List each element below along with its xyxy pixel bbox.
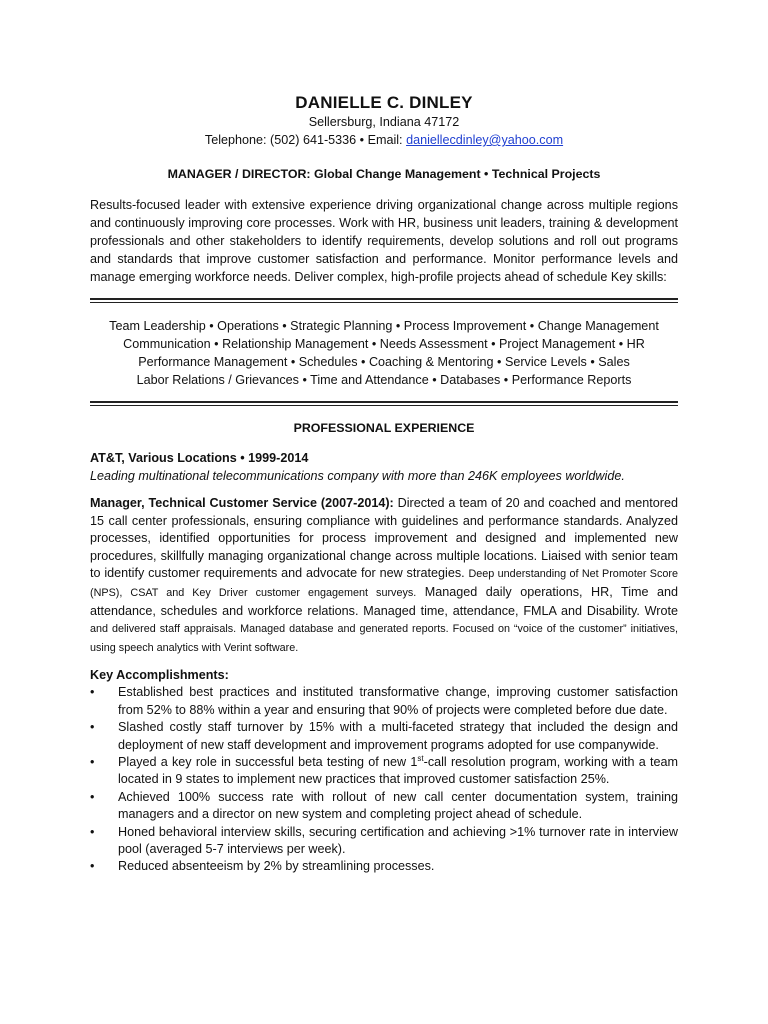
list-item	[90, 684, 678, 719]
list-item-text: -call resolution program, working with a team located in 9 states to implement new practices that improved customer satisfaction 25%.	[118, 754, 678, 787]
company-heading: AT&T, Various Locations • 1999-2014	[90, 451, 309, 465]
skills-block	[90, 317, 678, 389]
bullet-icon: •	[90, 789, 95, 804]
section-title-experience: PROFESSIONAL EXPERIENCE	[293, 421, 475, 435]
role-text: Directed a team of 20 and coached and mentored 15 call center professionals, ensuring compliance with guidelines and performance standards. Analyzed processes, identified opportunities for process improvement and designed and implemented new procedures, skillfully managing organizational change across multiple locations. Liaised with senior team to identify customer requirements and advocate for new strategies.	[90, 496, 678, 581]
superscript: st	[417, 753, 424, 763]
list-item-text: Played a key role in successful beta testing of new 1	[118, 754, 418, 769]
bullet-icon: •	[90, 685, 95, 700]
skills-line: Communication • Relationship Management • Needs Assessment • Project Management • HR	[123, 337, 645, 351]
list-item-text: Reduced absenteeism by 2% by streamlining processes.	[118, 859, 435, 874]
role-title: Manager, Technical Customer Service (2007-2014):	[90, 496, 394, 510]
list-item-text: Achieved 100% success rate with rollout of new call center documentation system, training managers and a director on new system and completing project ahead of schedule.	[118, 789, 678, 822]
list-item-text: Honed behavioral interview skills, securing certification and achieving >1% turnover rate in interview pool (averaged 5-7 interviews per week).	[118, 824, 678, 856]
summary: Results-focused leader with extensive experience driving organizational change across multiple regions and continuously improving core processes. Work with HR, business unit leaders, training & development professionals and other stakeholders to identify requirements, develop solutions and roll out programs and standards that improve customer satisfaction and performance. Monitor performance levels and manage emerging workforce needs. Deliver complex, high-profile projects ahead of schedule Key skills:	[90, 198, 678, 284]
role-text-small: Deep understanding of Net Promoter Score (NPS), CSAT and Key Driver customer engagement surveys.	[90, 568, 678, 599]
list-item	[90, 719, 678, 754]
bullet-icon: •	[90, 720, 95, 735]
list-item-text: Established best practices and instituted transformative change, improving customer satisfaction from 52% to 88% within a year and ensuring that 90% of projects were completed before due date.	[118, 685, 678, 717]
role-text-small: and delivered staff appraisals. Managed database and generated reports. Focused on “voice of the customer” initiatives, using speech analytics with Verint software.	[90, 623, 678, 654]
bullet-icon: •	[90, 824, 95, 839]
candidate-name: DANIELLE C. DINLEY	[295, 93, 473, 112]
list-item-text: Slashed costly staff turnover by 15% with a multi-faceted strategy that included the design and deployment of new staff development and improvement programs adopted for use companywide.	[118, 720, 678, 752]
role-description	[90, 495, 678, 657]
accomplishments-list	[90, 684, 678, 875]
list-item	[90, 858, 678, 875]
skills-line: Performance Management • Schedules • Coaching & Mentoring • Service Levels • Sales	[138, 355, 630, 369]
headline: MANAGER / DIRECTOR: Global Change Management • Technical Projects	[167, 167, 601, 181]
company-description: Leading multinational telecommunications company with more than 246K employees worldwide.	[90, 469, 625, 483]
telephone-text: Telephone: (502) 641-5336 • Email:	[204, 133, 407, 147]
divider-bottom	[90, 401, 678, 406]
role-text: Managed daily operations, HR, Time and attendance, schedules and workforce relations. Managed time, attendance, FMLA and Disability. Wrote	[90, 584, 678, 618]
skills-line: Labor Relations / Grievances • Time and Attendance • Databases • Performance Reports	[136, 373, 632, 387]
divider-top	[90, 298, 678, 303]
list-item	[90, 754, 678, 789]
bullet-icon: •	[90, 859, 95, 874]
location: Sellersburg, Indiana 47172	[308, 115, 460, 129]
skills-line: Team Leadership • Operations • Strategic Planning • Process Improvement • Change Management	[109, 319, 659, 333]
key-accomplishments-title: Key Accomplishments:	[90, 668, 229, 683]
list-item	[90, 789, 678, 824]
bullet-icon: •	[90, 754, 95, 769]
contact-line	[90, 131, 678, 149]
email-link[interactable]: daniellecdinley@yahoo.com	[406, 133, 564, 147]
list-item	[90, 824, 678, 859]
